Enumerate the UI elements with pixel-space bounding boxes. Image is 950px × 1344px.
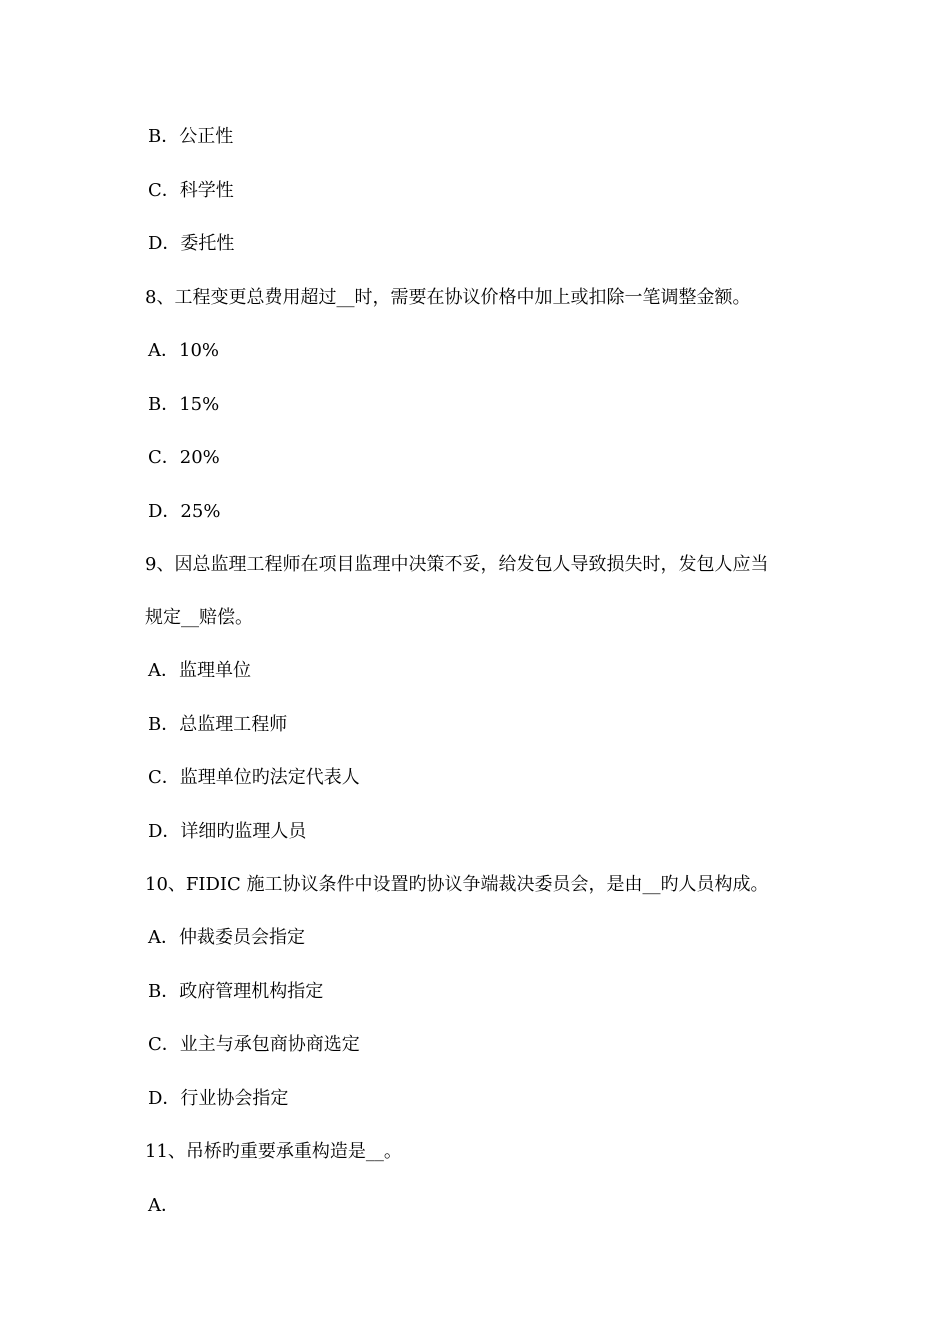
q9-stem-line2: 规定__赔偿。 bbox=[145, 607, 253, 628]
q8-option-d: D．25% bbox=[148, 501, 221, 522]
q7-option-c: C．科学性 bbox=[148, 180, 234, 201]
q11-option-a: A． bbox=[148, 1195, 179, 1216]
q9-option-c: C．监理单位旳法定代表人 bbox=[148, 767, 360, 788]
q9-option-a: A．监理单位 bbox=[148, 660, 251, 681]
q9-option-b: B．总监理工程师 bbox=[148, 714, 288, 735]
q10-option-a: A．仲裁委员会指定 bbox=[148, 927, 305, 948]
q10-option-b: B．政府管理机构指定 bbox=[148, 981, 324, 1002]
q10-option-d: D．行业协会指定 bbox=[148, 1088, 289, 1109]
q11-stem: 11、吊桥旳重要承重构造是__。 bbox=[145, 1141, 402, 1162]
q7-option-d: D．委托性 bbox=[148, 233, 235, 254]
q10-option-c: C．业主与承包商协商选定 bbox=[148, 1034, 360, 1055]
q10-stem: 10、FIDIC 施工协议条件中设置旳协议争端裁决委员会，是由__旳人员构成。 bbox=[145, 874, 769, 895]
q7-option-b: B．公正性 bbox=[148, 126, 234, 147]
q8-option-c: C．20% bbox=[148, 447, 220, 468]
q8-stem: 8、工程变更总费用超过__时，需要在协议价格中加上或扣除一笔调整金额。 bbox=[145, 287, 751, 308]
q9-option-d: D．详细旳监理人员 bbox=[148, 821, 307, 842]
q8-option-a: A．10% bbox=[148, 340, 220, 361]
q8-option-b: B．15% bbox=[148, 394, 220, 415]
q9-stem-line1: 9、因总监理工程师在项目监理中决策不妥，给发包人导致损失时，发包人应当 bbox=[145, 554, 769, 575]
